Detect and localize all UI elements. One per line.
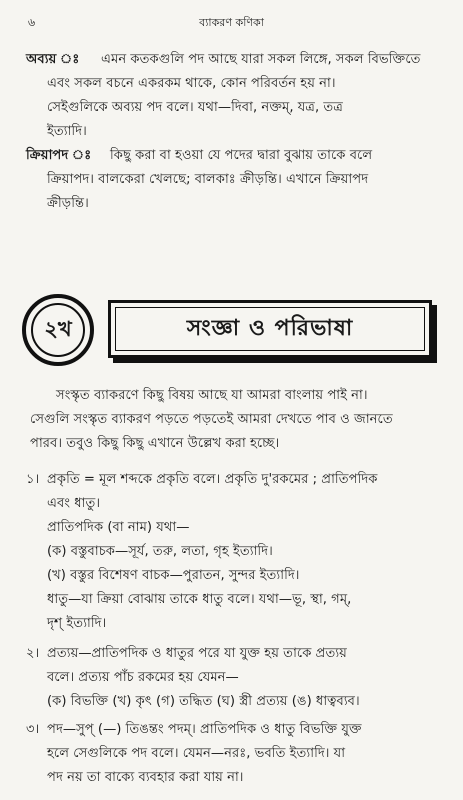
avyay-line-1: এমন কতকগুলি পদ আছে যারা সকল লিঙ্গে, সকল বিভক্তিতে: [101, 52, 421, 67]
page-header: [0, 14, 463, 32]
item-1-line-3: প্রাতিপদিক (বা নাম) যথা—: [47, 520, 190, 535]
avyay-line-4: ইত্যাদি।: [47, 124, 87, 139]
item-1-line-6: ধাতু—যা ক্রিয়া বোঝায় তাকে ধাতু বলে। যথা—ভূ, স্থা, গম্,: [47, 592, 352, 607]
kriyapad-line-1: কিছু করা বা হওয়া যে পদের দ্বারা বুঝায় তাকে বলে: [110, 148, 373, 163]
intro-line-3: পারব। তবুও কিছু কিছু এখানে উল্লেখ করা হচ্ছে।: [30, 436, 280, 451]
section-number-badge: [22, 294, 94, 366]
item-1-line-2: এবং ধাতু।: [47, 496, 101, 511]
avyay-line-3: সেইগুলিকে অব্যয় পদ বলে। যথা—দিবা, নক্তম্, যত্র, তত্র: [47, 100, 343, 115]
intro-line-1: সংস্কৃত ব্যাকরণে কিছু বিষয় আছে যা আমরা বাংলায় পাই না।: [56, 388, 368, 403]
item-2-line-2: বলে। প্রত্যয় পাঁচ রকমের হয় যেমন—: [47, 670, 239, 685]
item-1-line-1: প্রকৃতি = মূল শব্দকে প্রকৃতি বলে। প্রকৃতি দু'রকমের ; প্রাতিপদিক: [47, 472, 378, 487]
intro-line-2: সেগুলি সংস্কৃত ব্যাকরণ পড়তে পড়তেই আমরা দেখতে পাব ও জানতে: [30, 412, 393, 427]
item-3-number: ৩।: [26, 722, 40, 737]
section-number: ২খ: [31, 303, 85, 357]
section-title-box: [108, 300, 432, 358]
item-1-line-5: (খ) বস্তুর বিশেষণ বাচক—পুরাতন, সুন্দর ইত্যাদি।: [47, 568, 300, 583]
item-1-line-4: (ক) বস্তুবাচক—সূর্য, তরু, লতা, গৃহ ইত্যাদি।: [47, 544, 273, 559]
item-3-line-2: হলে সেগুলিকে পদ বলে। যেমন—নরঃ, ভবতি ইত্যাদি। যা: [47, 746, 346, 761]
item-1-number: ১।: [26, 472, 40, 487]
item-2-line-1: প্রত্যয়—প্রাতিপদিক ও ধাতুর পরে যা যুক্ত হয় তাকে প্রত্যয়: [47, 646, 347, 661]
item-1-line-7: দৃশ্ ইত্যাদি।: [47, 616, 107, 631]
kriyapad-term: ক্রিয়াপদ ঃ: [26, 148, 92, 163]
running-title: ব্যাকরণ কণিকা: [199, 16, 264, 29]
item-3-line-3: পদ নয় তা বাক্যে ব্যবহার করা যায় না।: [47, 770, 244, 785]
item-2-line-3: (ক) বিভক্তি (খ) কৃৎ (গ) তদ্ধিত (ঘ) স্ত্রী প্রত্যয় (ঙ) ধাত্বব্যব।: [47, 694, 360, 709]
section-title: সংজ্ঞা ও পরিভাষা: [186, 315, 354, 341]
item-3-line-1: পদ—সুপ্ (—) তিঙন্তং পদম্। প্রাতিপদিক ও ধাতু বিভক্তি যুক্ত: [47, 722, 362, 737]
avyay-line-2: এবং সকল বচনে একরকম থাকে, কোন পরিবর্তন হয় না।: [47, 76, 336, 91]
avyay-term: অব্যয় ঃ: [26, 52, 80, 67]
kriyapad-line-3: ক্রীড়ন্তি।: [47, 196, 89, 211]
item-2-number: ২।: [26, 646, 40, 661]
kriyapad-line-2: ক্রিয়াপদ। বালকেরা খেলছে; বালকাঃ ক্রীড়ন্তি। এখানে ক্রিয়াপদ: [47, 172, 369, 187]
page-number: ৬: [28, 16, 36, 29]
